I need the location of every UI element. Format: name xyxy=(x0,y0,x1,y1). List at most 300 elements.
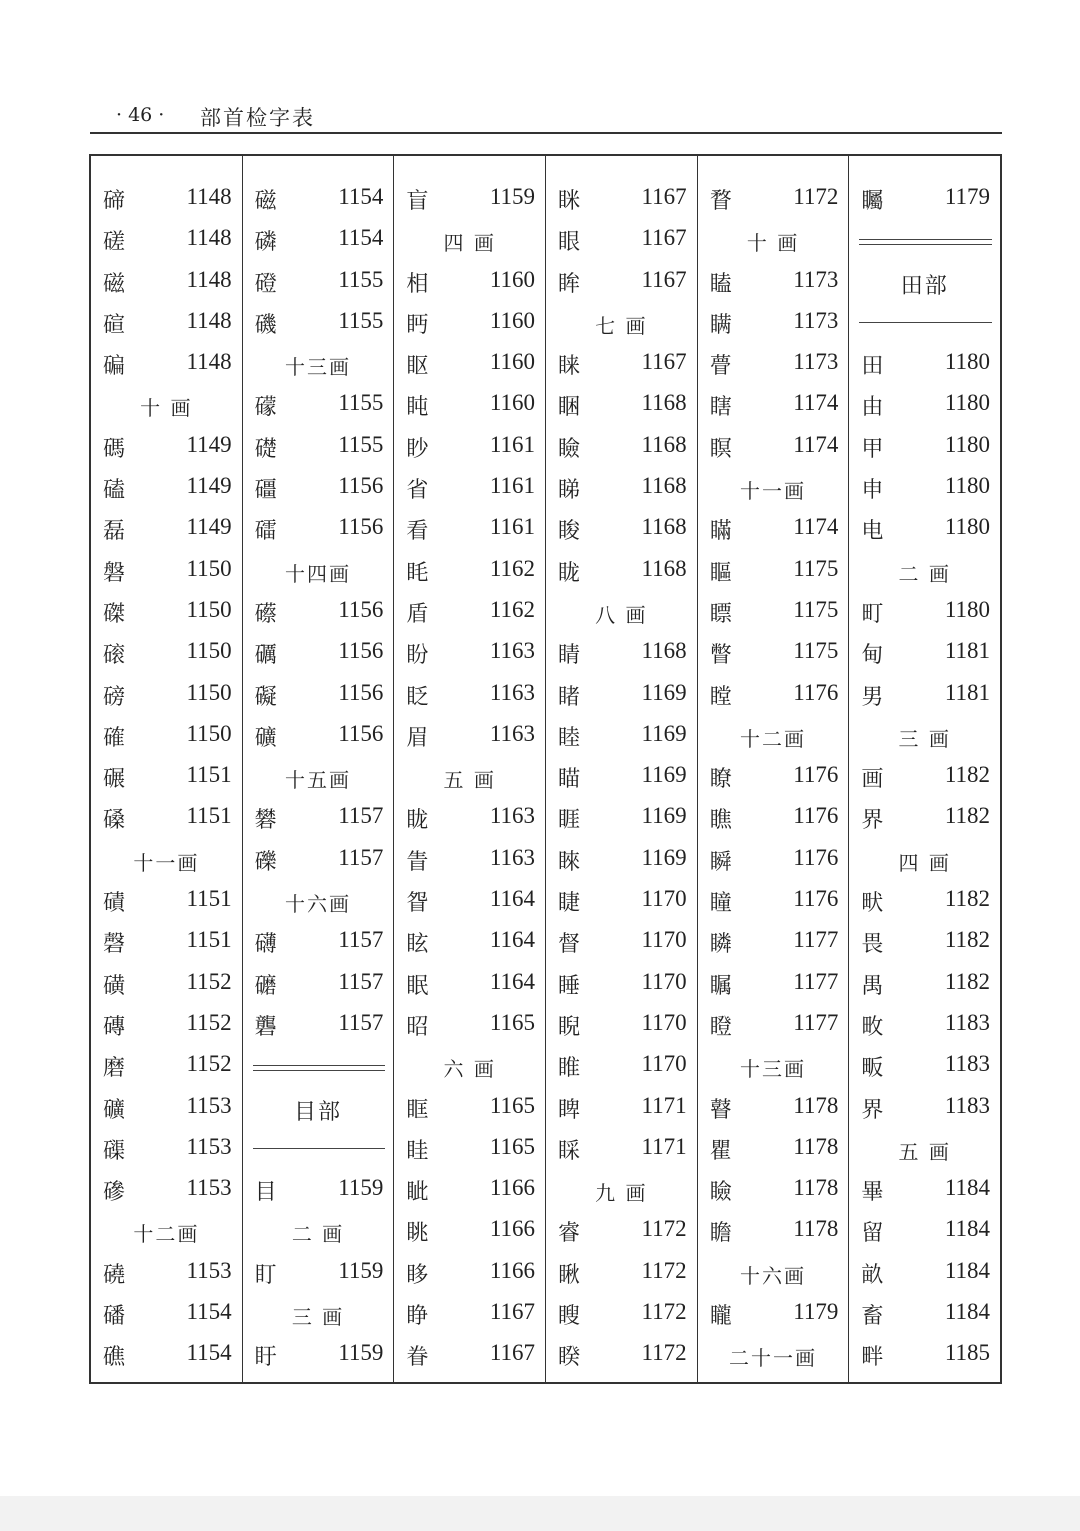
entry-character: 睁 xyxy=(406,1304,429,1330)
index-entry xyxy=(91,345,242,386)
entry-page-number: 1168 xyxy=(641,390,687,416)
entry-page-number: 1169 xyxy=(641,803,687,829)
entry-character: 睞 xyxy=(558,849,581,875)
index-entry xyxy=(546,221,697,262)
entry-page-number: 1151 xyxy=(186,803,232,829)
entry-page-number: 1162 xyxy=(489,596,536,622)
stroke-count-heading: 五 画 xyxy=(898,1139,951,1164)
stroke-count-heading: 六 画 xyxy=(443,1057,496,1082)
entry-character: 睃 xyxy=(558,519,581,545)
entry-character: 瞽 xyxy=(709,1097,732,1123)
index-entry xyxy=(546,1047,697,1088)
stroke-count-heading: 十一画 xyxy=(133,850,200,875)
entry-page-number: 1156 xyxy=(338,473,384,499)
entry-page-number: 1156 xyxy=(338,638,384,664)
index-entry xyxy=(698,593,849,634)
entry-character: 礪 xyxy=(254,643,277,669)
index-entry xyxy=(91,634,242,675)
entry-character: 督 xyxy=(558,932,581,958)
entry-character: 瞭 xyxy=(709,767,732,793)
stroke-count-heading: 十三画 xyxy=(285,355,351,380)
entry-character: 碼 xyxy=(103,436,126,462)
index-entry xyxy=(91,799,242,840)
entry-character: 磻 xyxy=(103,1304,126,1330)
entry-character: 碾 xyxy=(103,767,126,793)
entry-character: 町 xyxy=(861,601,884,627)
index-entry xyxy=(849,593,1000,634)
entry-character: 眍 xyxy=(406,354,429,380)
entry-page-number: 1163 xyxy=(489,844,536,870)
entry-page-number: 1148 xyxy=(186,307,232,333)
entry-character: 睹 xyxy=(558,684,581,710)
index-entry xyxy=(243,386,394,427)
entry-page-number: 1171 xyxy=(641,1092,687,1118)
index-entry xyxy=(546,1006,697,1047)
index-entry xyxy=(698,841,849,882)
index-entry xyxy=(394,1254,545,1295)
entry-page-number: 1163 xyxy=(489,803,536,829)
entry-page-number: 1184 xyxy=(944,1257,991,1283)
entry-page-number: 1148 xyxy=(186,184,232,209)
entry-character: 眢 xyxy=(406,891,429,917)
entry-character: 磐 xyxy=(103,560,126,586)
index-entry xyxy=(546,428,697,469)
stroke-count-heading: 四 画 xyxy=(898,850,951,875)
stroke-count-heading: 七 画 xyxy=(595,313,648,338)
entry-character: 瞌 xyxy=(709,271,732,297)
entry-page-number: 1149 xyxy=(186,473,232,499)
entry-character: 盱 xyxy=(254,1345,277,1371)
entry-character: 磲 xyxy=(103,1138,126,1164)
index-entry xyxy=(91,552,242,593)
index-entry xyxy=(849,676,1000,717)
entry-page-number: 1173 xyxy=(793,307,839,333)
entry-page-number: 1167 xyxy=(641,225,687,251)
entry-character: 礎 xyxy=(254,436,277,462)
page-header xyxy=(90,100,1002,134)
index-entry xyxy=(698,965,849,1006)
entry-page-number: 1172 xyxy=(641,1299,687,1325)
entry-page-number: 1172 xyxy=(641,1340,687,1366)
entry-page-number: 1151 xyxy=(186,762,232,788)
index-entry xyxy=(698,1130,849,1171)
stroke-count-heading: 二十一画 xyxy=(729,1346,818,1371)
entry-character: 眠 xyxy=(406,973,429,999)
index-entry xyxy=(849,1047,1000,1088)
entry-page-number: 1179 xyxy=(793,1299,839,1325)
index-entry xyxy=(394,1212,545,1253)
entry-page-number: 1160 xyxy=(489,349,536,375)
entry-character: 磣 xyxy=(103,1180,126,1206)
entry-character: 看 xyxy=(406,519,429,545)
index-entry xyxy=(91,717,242,758)
entry-character: 瞑 xyxy=(709,436,732,462)
entry-page-number: 1154 xyxy=(186,1340,232,1366)
index-entry xyxy=(91,1254,242,1295)
entry-page-number: 1175 xyxy=(793,638,839,664)
entry-page-number: 1180 xyxy=(944,390,991,416)
entry-character: 电 xyxy=(861,519,884,545)
entry-character: 瞥 xyxy=(709,643,732,669)
entry-character: 眵 xyxy=(406,1262,429,1288)
entry-page-number: 1166 xyxy=(489,1175,536,1201)
entry-page-number: 1148 xyxy=(186,349,232,375)
entry-character: 礱 xyxy=(254,1014,277,1040)
stroke-count-heading: 十六画 xyxy=(740,1263,807,1288)
entry-character: 瞢 xyxy=(709,354,732,380)
entry-page-number: 1170 xyxy=(641,927,687,953)
index-entry xyxy=(698,1171,849,1212)
entry-page-number: 1155 xyxy=(338,266,384,292)
entry-character: 礌 xyxy=(254,519,277,545)
entry-character: 磴 xyxy=(254,271,277,297)
index-entry xyxy=(546,1089,697,1130)
index-entry xyxy=(243,841,394,882)
entry-page-number: 1184 xyxy=(944,1299,991,1325)
bottom-margin xyxy=(0,1496,1080,1531)
entry-character: 畈 xyxy=(861,1056,884,1082)
entry-character: 磔 xyxy=(103,601,126,627)
entry-page-number: 1176 xyxy=(793,844,839,870)
index-entry xyxy=(698,634,849,675)
index-entry xyxy=(91,221,242,262)
index-entry xyxy=(243,965,394,1006)
entry-character: 睬 xyxy=(558,1138,581,1164)
entry-page-number: 1164 xyxy=(489,968,536,994)
entry-character: 睦 xyxy=(558,725,581,751)
entry-page-number: 1173 xyxy=(793,266,839,292)
entry-page-number: 1159 xyxy=(338,1175,384,1201)
stroke-count-heading: 十二画 xyxy=(740,726,807,751)
entry-page-number: 1156 xyxy=(338,720,384,746)
entry-page-number: 1168 xyxy=(641,638,687,664)
entry-character: 眇 xyxy=(406,436,429,462)
index-entry xyxy=(394,1295,545,1336)
stroke-count-heading: 十 画 xyxy=(746,231,800,256)
entry-character: 眄 xyxy=(406,312,429,338)
index-entry xyxy=(91,965,242,1006)
index-entry xyxy=(546,552,697,593)
index-entry xyxy=(849,428,1000,469)
entry-character: 盾 xyxy=(406,601,429,627)
index-entry xyxy=(698,428,849,469)
index-entry xyxy=(91,923,242,964)
index-entry xyxy=(243,469,394,510)
stroke-count-heading: 十六画 xyxy=(285,892,351,917)
index-entry xyxy=(698,1212,849,1253)
stroke-count-heading: 十 画 xyxy=(140,396,193,421)
index-entry xyxy=(698,510,849,551)
entry-page-number: 1167 xyxy=(489,1299,536,1325)
entry-character: 留 xyxy=(861,1221,884,1247)
index-entry xyxy=(546,180,697,221)
entry-page-number: 1178 xyxy=(793,1092,839,1118)
index-entry xyxy=(243,799,394,840)
index-entry xyxy=(91,1130,242,1171)
entry-page-number: 1168 xyxy=(641,473,687,499)
entry-character: 磊 xyxy=(103,519,126,545)
index-entry xyxy=(849,386,1000,427)
stroke-count-heading: 十二画 xyxy=(133,1222,200,1247)
entry-character: 瞩 xyxy=(709,973,732,999)
entry-page-number: 1157 xyxy=(338,1009,384,1035)
entry-page-number: 1155 xyxy=(338,307,384,333)
entry-character: 礦 xyxy=(103,1097,126,1123)
entry-character: 礴 xyxy=(254,932,277,958)
stroke-count-heading: 十五画 xyxy=(285,768,351,793)
index-entry xyxy=(243,1171,394,1212)
entry-character: 礤 xyxy=(254,601,277,627)
entry-page-number: 1168 xyxy=(641,555,687,581)
entry-character: 眶 xyxy=(406,1097,429,1123)
entry-page-number: 1150 xyxy=(186,720,232,746)
entry-character: 盹 xyxy=(406,395,429,421)
entry-character: 睏 xyxy=(558,395,581,421)
entry-character: 瞬 xyxy=(709,849,732,875)
entry-character: 矓 xyxy=(709,1304,732,1330)
entry-page-number: 1180 xyxy=(944,596,991,622)
index-entry xyxy=(546,469,697,510)
index-entry xyxy=(546,1336,697,1377)
entry-character: 眺 xyxy=(406,1221,429,1247)
entry-character: 眯 xyxy=(558,189,581,214)
index-entry xyxy=(546,882,697,923)
index-entry xyxy=(243,510,394,551)
entry-character: 盼 xyxy=(406,643,429,669)
entry-page-number: 1177 xyxy=(793,927,839,953)
single-rule-divider xyxy=(849,304,1000,345)
entry-character: 甸 xyxy=(861,643,884,669)
index-entry xyxy=(546,676,697,717)
entry-character: 礞 xyxy=(254,395,277,421)
entry-character: 目 xyxy=(254,1180,277,1206)
entry-page-number: 1154 xyxy=(338,184,384,209)
entry-page-number: 1169 xyxy=(641,844,687,870)
index-entry xyxy=(394,593,545,634)
entry-page-number: 1150 xyxy=(186,679,232,705)
entry-page-number: 1172 xyxy=(641,1216,687,1242)
entry-page-number: 1182 xyxy=(944,968,991,994)
index-entry xyxy=(394,799,545,840)
index-entry xyxy=(698,1006,849,1047)
entry-page-number: 1160 xyxy=(489,307,536,333)
index-entry xyxy=(91,882,242,923)
entry-page-number: 1183 xyxy=(944,1009,991,1035)
index-entry xyxy=(243,1254,394,1295)
entry-character: 眼 xyxy=(558,230,581,256)
entry-character: 眚 xyxy=(406,849,429,875)
entry-page-number: 1148 xyxy=(186,225,232,251)
stroke-count-heading: 三 画 xyxy=(898,726,951,751)
entry-character: 瞒 xyxy=(709,312,732,338)
index-entry xyxy=(394,1336,545,1377)
entry-character: 碲 xyxy=(103,189,126,214)
entry-page-number: 1153 xyxy=(186,1092,232,1118)
index-entry xyxy=(394,180,545,221)
entry-character: 由 xyxy=(861,395,884,421)
entry-character: 磉 xyxy=(103,808,126,834)
entry-page-number: 1156 xyxy=(338,596,384,622)
entry-character: 磯 xyxy=(254,312,277,338)
entry-page-number: 1182 xyxy=(944,762,991,788)
single-rule-divider xyxy=(243,1130,394,1171)
index-entry xyxy=(849,1295,1000,1336)
entry-character: 甲 xyxy=(861,436,884,462)
entry-character: 眸 xyxy=(558,271,581,297)
entry-page-number: 1157 xyxy=(338,803,384,829)
entry-character: 睿 xyxy=(558,1221,581,1247)
index-entry xyxy=(698,180,849,221)
entry-page-number: 1150 xyxy=(186,596,232,622)
entry-page-number: 1174 xyxy=(793,514,839,540)
index-entry xyxy=(394,428,545,469)
index-entry xyxy=(849,1336,1000,1377)
entry-character: 瞵 xyxy=(709,932,732,958)
index-entry xyxy=(243,593,394,634)
entry-page-number: 1178 xyxy=(793,1133,839,1159)
entry-page-number: 1172 xyxy=(641,1257,687,1283)
entry-character: 礁 xyxy=(103,1345,126,1371)
entry-page-number: 1183 xyxy=(944,1092,991,1118)
index-entry xyxy=(698,676,849,717)
entry-character: 瞄 xyxy=(558,767,581,793)
entry-character: 界 xyxy=(861,1097,884,1123)
entry-page-number: 1161 xyxy=(489,473,536,499)
entry-character: 畝 xyxy=(861,1262,884,1288)
entry-page-number: 1164 xyxy=(489,927,536,953)
entry-character: 瞍 xyxy=(558,1304,581,1330)
entry-page-number: 1175 xyxy=(793,555,839,581)
entry-character: 瞼 xyxy=(709,1180,732,1206)
entry-character: 磽 xyxy=(103,1262,126,1288)
index-entry xyxy=(394,304,545,345)
index-entry xyxy=(849,1006,1000,1047)
stroke-count-heading: 四 画 xyxy=(443,231,496,256)
index-entry xyxy=(91,1295,242,1336)
entry-page-number: 1166 xyxy=(489,1257,536,1283)
index-entry xyxy=(91,593,242,634)
entry-character: 眊 xyxy=(406,560,429,586)
index-entry xyxy=(546,965,697,1006)
index-entry xyxy=(849,1254,1000,1295)
entry-character: 瞅 xyxy=(558,1262,581,1288)
index-entry xyxy=(394,345,545,386)
index-entry xyxy=(91,510,242,551)
entry-character: 瞿 xyxy=(709,1138,732,1164)
entry-character: 眨 xyxy=(406,684,429,710)
entry-character: 矚 xyxy=(861,189,884,214)
index-entry xyxy=(546,386,697,427)
entry-character: 睛 xyxy=(558,643,581,669)
index-entry xyxy=(243,180,394,221)
entry-page-number: 1169 xyxy=(641,679,687,705)
entry-character: 瞀 xyxy=(709,189,732,214)
entry-page-number: 1160 xyxy=(489,390,536,416)
entry-page-number: 1181 xyxy=(944,679,991,705)
index-entry xyxy=(394,965,545,1006)
stroke-count-heading: 五 画 xyxy=(443,768,496,793)
entry-page-number: 1183 xyxy=(944,1051,991,1077)
page-title: 部首检字表 xyxy=(200,106,315,130)
entry-character: 瞞 xyxy=(709,519,732,545)
entry-page-number: 1163 xyxy=(489,638,536,664)
entry-page-number: 1180 xyxy=(944,514,991,540)
index-entry xyxy=(546,263,697,304)
entry-page-number: 1177 xyxy=(793,968,839,994)
entry-page-number: 1170 xyxy=(641,1051,687,1077)
entry-character: 男 xyxy=(861,684,884,710)
entry-page-number: 1150 xyxy=(186,555,232,581)
double-rule-divider xyxy=(243,1047,394,1088)
stroke-count-heading: 八 画 xyxy=(595,602,648,627)
entry-character: 睡 xyxy=(558,973,581,999)
entry-character: 界 xyxy=(861,808,884,834)
index-entry xyxy=(698,923,849,964)
entry-page-number: 1157 xyxy=(338,844,384,870)
entry-character: 盲 xyxy=(406,189,429,214)
entry-page-number: 1176 xyxy=(793,679,839,705)
entry-character: 磋 xyxy=(103,230,126,256)
entry-character: 礓 xyxy=(254,478,277,504)
entry-character: 瞳 xyxy=(709,891,732,917)
index-entry xyxy=(243,1006,394,1047)
index-entry xyxy=(91,428,242,469)
entry-page-number: 1153 xyxy=(186,1133,232,1159)
index-entry xyxy=(849,1089,1000,1130)
entry-page-number: 1167 xyxy=(641,349,687,375)
entry-character: 磨 xyxy=(103,1056,126,1082)
entry-character: 田 xyxy=(861,354,884,380)
entry-character: 睽 xyxy=(558,1345,581,1371)
stroke-count-heading: 二 画 xyxy=(291,1222,345,1247)
index-entry xyxy=(394,469,545,510)
entry-page-number: 1185 xyxy=(944,1340,991,1366)
entry-character: 礳 xyxy=(254,973,277,999)
index-column xyxy=(849,156,1000,1382)
index-entry xyxy=(698,1295,849,1336)
entry-character: 磅 xyxy=(103,684,126,710)
entry-character: 画 xyxy=(861,767,884,793)
entry-character: 瞻 xyxy=(709,1221,732,1247)
entry-page-number: 1152 xyxy=(186,1009,232,1035)
index-entry xyxy=(546,1130,697,1171)
entry-page-number: 1171 xyxy=(641,1133,687,1159)
index-entry xyxy=(849,1212,1000,1253)
index-entry xyxy=(849,882,1000,923)
radical-index-table xyxy=(89,154,1002,1384)
index-entry xyxy=(698,345,849,386)
entry-page-number: 1172 xyxy=(793,184,839,209)
index-entry xyxy=(849,510,1000,551)
entry-page-number: 1159 xyxy=(338,1257,384,1283)
index-entry xyxy=(394,1089,545,1130)
index-entry xyxy=(91,263,242,304)
index-entry xyxy=(91,758,242,799)
index-entry xyxy=(394,1171,545,1212)
radical-heading: 田部 xyxy=(900,273,949,299)
entry-page-number: 1165 xyxy=(489,1009,536,1035)
index-column xyxy=(91,156,243,1382)
index-entry xyxy=(698,1089,849,1130)
index-entry xyxy=(243,717,394,758)
entry-page-number: 1169 xyxy=(641,762,687,788)
entry-page-number: 1182 xyxy=(944,886,991,912)
entry-page-number: 1156 xyxy=(338,679,384,705)
index-entry xyxy=(91,1089,242,1130)
index-entry xyxy=(243,304,394,345)
entry-page-number: 1174 xyxy=(793,390,839,416)
entry-character: 碥 xyxy=(103,354,126,380)
